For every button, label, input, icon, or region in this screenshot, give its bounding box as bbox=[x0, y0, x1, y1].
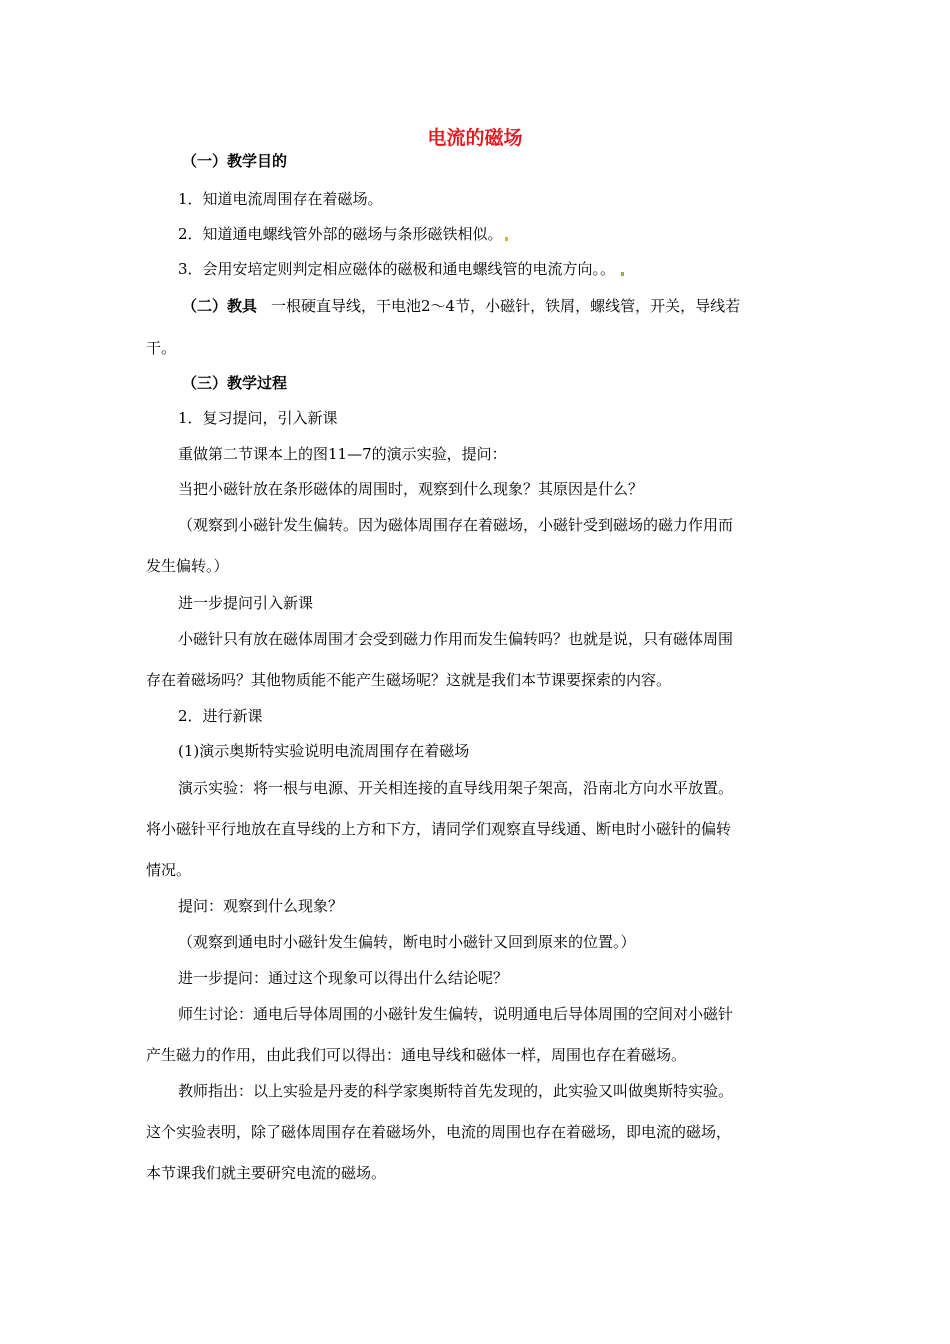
equipment-text-cont: 干。 bbox=[146, 339, 177, 357]
paragraph-cont: 这个实验表明，除了磁体周围存在着磁场外，电流的周围也存在着磁场，即电流的磁场， bbox=[146, 1123, 732, 1141]
equipment-text: 一根硬直导线，干电池2～4节，小磁针，铁屑，螺线管，开关，导线若 bbox=[271, 297, 741, 315]
goal-3: 3．会用安培定则判定相应磁体的磁极和通电螺线管的电流方向。。 bbox=[178, 258, 624, 280]
step-2-heading: 2．进行新课 bbox=[178, 707, 263, 725]
paragraph: 进一步提问引入新课 bbox=[178, 594, 314, 612]
paragraph-cont: 将小磁针平行地放在直导线的上方和下方，请同学们观察直导线通、断电时小磁针的偏转 bbox=[146, 820, 732, 838]
section-heading-goals: （一）教学目的 bbox=[182, 152, 288, 170]
section-heading-process: （三）教学过程 bbox=[182, 374, 288, 392]
mark-icon bbox=[621, 272, 624, 276]
goal-1: 1．知道电流周围存在着磁场。 bbox=[178, 190, 383, 208]
paragraph-cont: 发生偏转。） bbox=[146, 557, 229, 575]
section-heading-equipment: （二）教具 bbox=[182, 297, 258, 315]
mark-icon bbox=[505, 237, 508, 241]
paragraph: 重做第二节课本上的图11—7的演示实验，提问： bbox=[178, 445, 507, 463]
paragraph: 当把小磁针放在条形磁体的周围时，观察到什么现象？其原因是什么？ bbox=[178, 480, 644, 498]
paragraph: 师生讨论：通电后导体周围的小磁针发生偏转，说明通电后导体周围的空间对小磁针 bbox=[178, 1005, 734, 1023]
paragraph: 提问：观察到什么现象？ bbox=[178, 897, 344, 915]
paragraph: （观察到通电时小磁针发生偏转，断电时小磁针又回到原来的位置。） bbox=[178, 933, 636, 951]
paragraph: 进一步提问：通过这个现象可以得出什么结论呢？ bbox=[178, 969, 509, 987]
step-1-heading: 1．复习提问，引入新课 bbox=[178, 409, 338, 427]
paragraph: 演示实验：将一根与电源、开关相连接的直导线用架子架高，沿南北方向水平放置。 bbox=[178, 779, 734, 797]
paragraph: 教师指出：以上实验是丹麦的科学家奥斯特首先发现的，此实验又叫做奥斯特实验。 bbox=[178, 1082, 734, 1100]
paragraph: (1)演示奥斯特实验说明电流周围存在着磁场 bbox=[178, 742, 470, 760]
goal-2: 2．知道通电螺线管外部的磁场与条形磁铁相似。 bbox=[178, 223, 508, 245]
page-title: 电流的磁场 bbox=[427, 127, 523, 149]
paragraph-cont: 情况。 bbox=[146, 861, 192, 879]
paragraph-cont: 产生磁力的作用，由此我们可以得出：通电导线和磁体一样，周围也存在着磁场。 bbox=[146, 1046, 687, 1064]
paragraph-cont: 本节课我们就主要研究电流的磁场。 bbox=[146, 1164, 387, 1182]
paragraph: 小磁针只有放在磁体周围才会受到磁力作用而发生偏转吗？也就是说，只有磁体周围 bbox=[178, 630, 734, 648]
paragraph: （观察到小磁针发生偏转。因为磁体周围存在着磁场，小磁针受到磁场的磁力作用而 bbox=[178, 516, 734, 534]
equipment-line bbox=[182, 295, 740, 317]
paragraph-cont: 存在着磁场吗？其他物质能不能产生磁场呢？这就是我们本节课要探索的内容。 bbox=[146, 671, 672, 689]
